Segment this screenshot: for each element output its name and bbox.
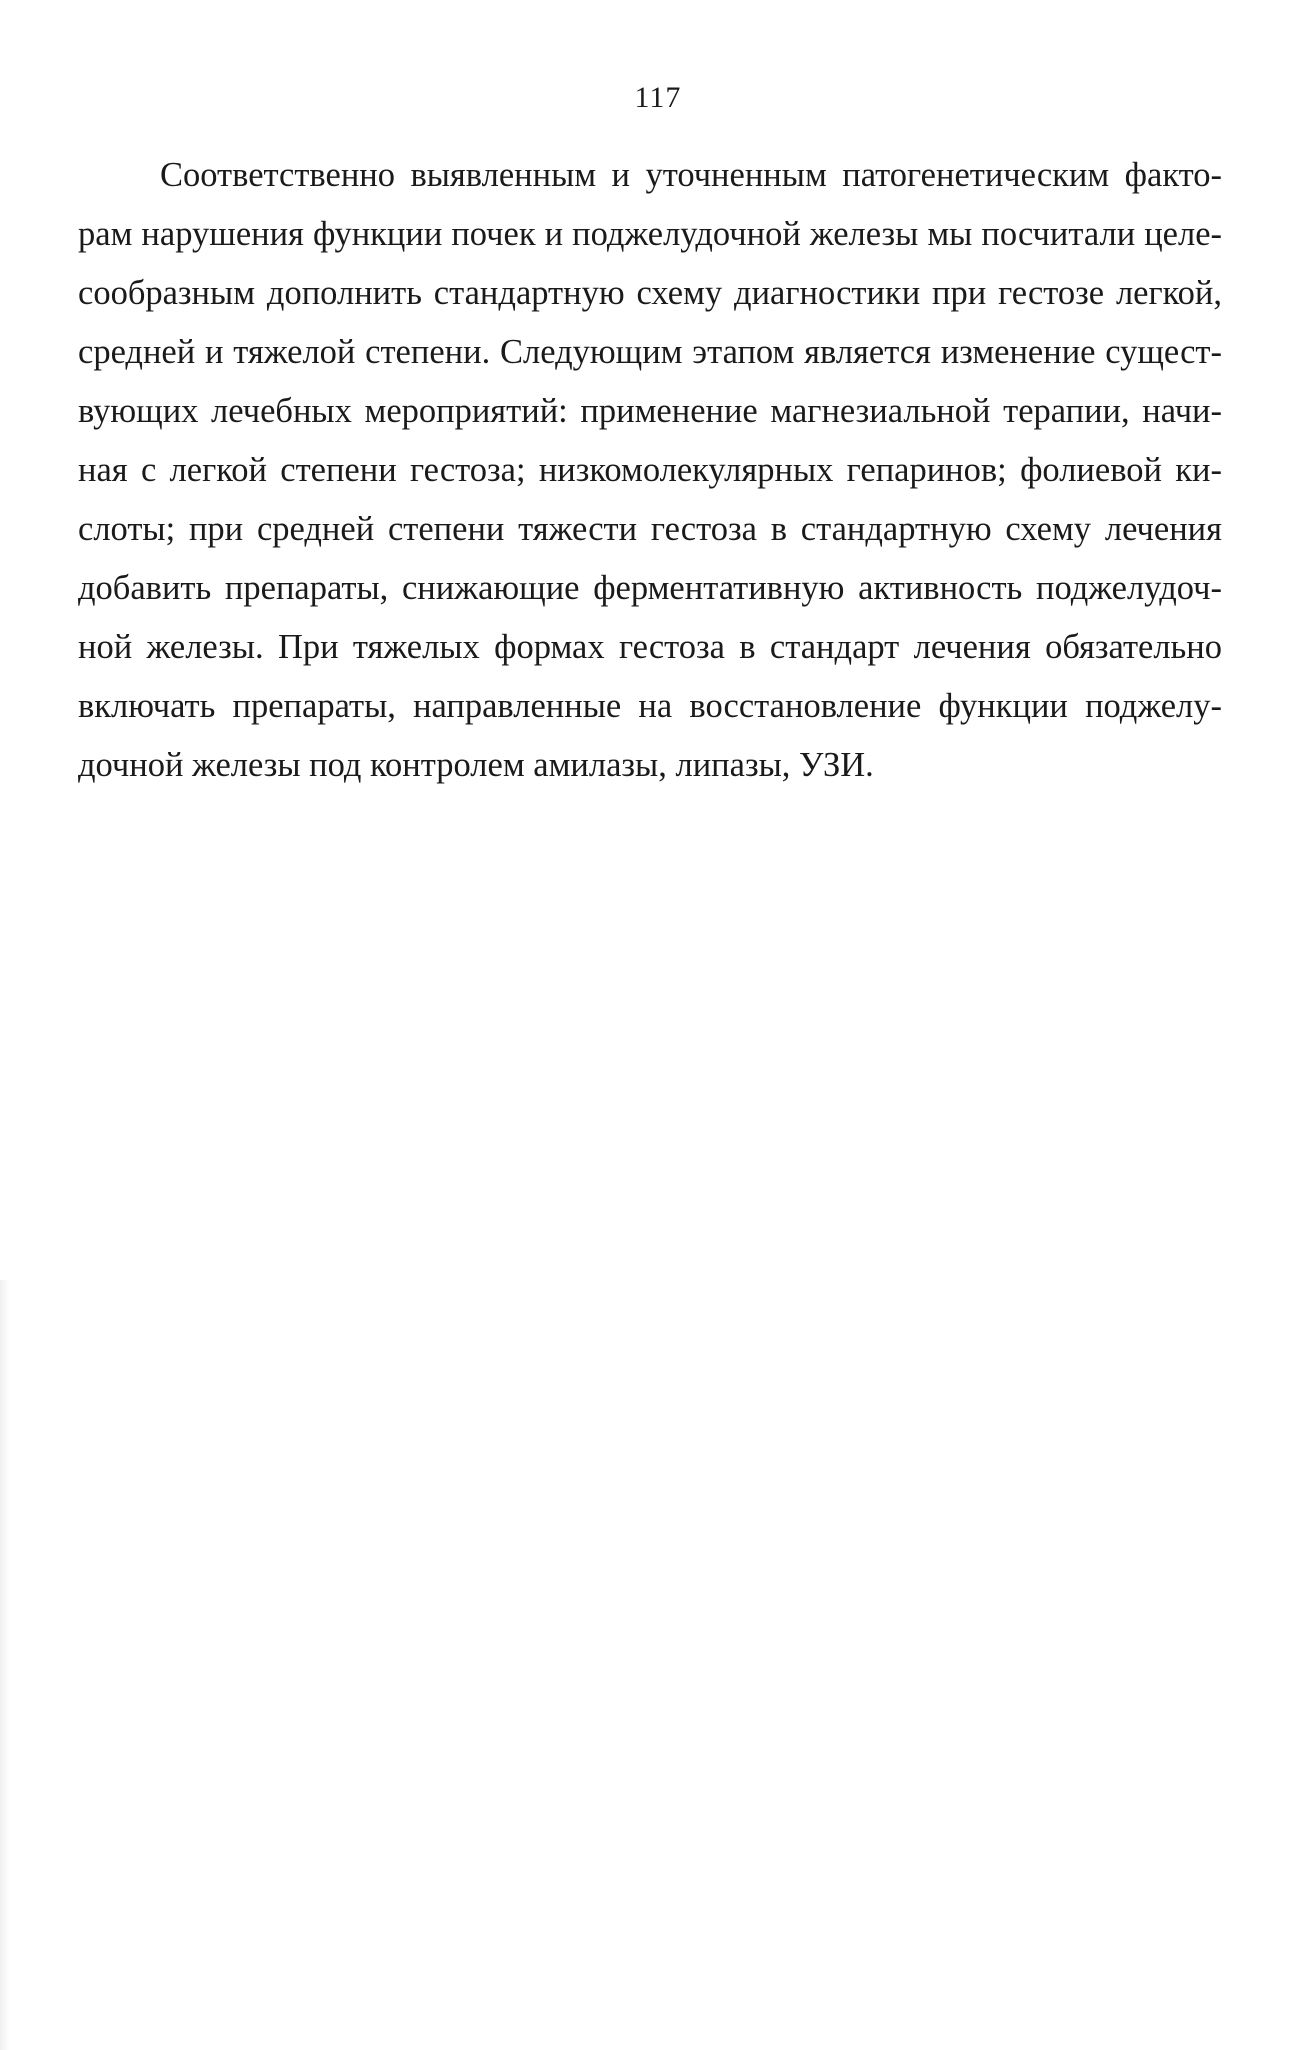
paragraph-line: рам нарушения функции почек и поджелудочной железы мы посчитали целе- xyxy=(78,215,1222,253)
paragraph-line: включать препараты, направленные на восстановление функции поджелу- xyxy=(78,687,1222,725)
paragraph-line: сообразным дополнить стандартную схему диагностики при гестозе легкой, xyxy=(78,274,1222,312)
paragraph-line-last: дочной железы под контролем амилазы, липазы, УЗИ. xyxy=(78,746,874,784)
paragraph-line: ной железы. При тяжелых формах гестоза в стандарт лечения обязательно xyxy=(78,628,1222,666)
paragraph-line: слоты; при средней степени тяжести гестоза в стандартную схему лечения xyxy=(78,510,1222,548)
body-paragraph xyxy=(78,151,1222,800)
paragraph-line: средней и тяжелой степени. Следующим этапом является изменение сущест- xyxy=(78,333,1222,371)
paragraph-line: вующих лечебных мероприятий: применение магнезиальной терапии, начи- xyxy=(78,392,1222,430)
paragraph-line: добавить препараты, снижающие ферментативную активность поджелудоч- xyxy=(78,569,1222,607)
page-number: 117 xyxy=(634,81,682,114)
scan-edge-shadow xyxy=(0,1280,10,2050)
paragraph-line: Соответственно выявленным и уточненным патогенетическим факто- xyxy=(160,156,1222,194)
paragraph-line: ная с легкой степени гестоза; низкомолекулярных гепаринов; фолиевой ки- xyxy=(78,451,1222,489)
